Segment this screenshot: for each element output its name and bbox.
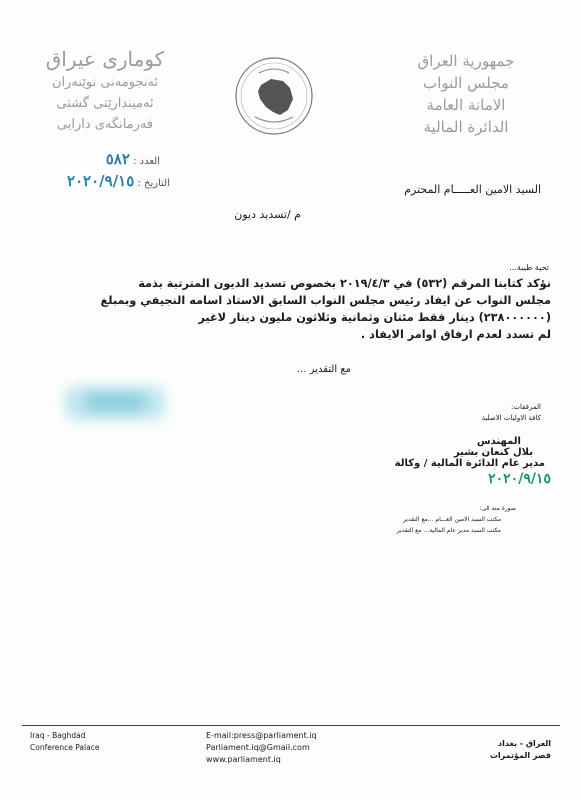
letterhead-ar-line: الدائرة المالية bbox=[423, 118, 509, 136]
document-date bbox=[50, 172, 170, 190]
closing: مع التقدير ... bbox=[296, 364, 351, 375]
number-label: العدد : bbox=[133, 156, 160, 167]
copies-label: صورة منه الى: bbox=[479, 505, 516, 512]
subject: م /تسديد ديون bbox=[234, 208, 301, 221]
footer-email[interactable]: E-mail:press@parliament.iq bbox=[206, 731, 317, 740]
letterhead-kurdish bbox=[30, 46, 180, 135]
body-line: (٢٣٨٠٠٠٠٠٠) دينار فقط مئتان وثمانية وثلاثون مليون دينار لاغير bbox=[198, 311, 551, 324]
signature-position: مدير عام الدائرة المالية / وكالة bbox=[394, 458, 545, 469]
greeting: تحية طيبة... bbox=[509, 263, 549, 272]
letterhead-ku-line: فه‌رمانگه‌ی دارایی bbox=[56, 117, 154, 132]
body-line: لم تسدد لعدم ارفاق اوامر الايفاد . bbox=[360, 328, 551, 341]
letterhead-ku-line: ئه‌نجومه‌نی نوێنه‌ران bbox=[51, 75, 159, 90]
letterhead-ku-line: ئه‌میندارێتی گشتی bbox=[56, 96, 154, 111]
copy-line: مكتب السيد الامين العـــام ...مع التقدير bbox=[402, 516, 501, 523]
footer-contacts bbox=[206, 730, 317, 766]
body-line: نؤكد كتابنا المرقم (٥٣٢) في ٢٠١٩/٤/٣ بخصوص تسديد الديون المترتبة بذمة bbox=[138, 277, 551, 290]
footer-right-line: قصر المؤتمرات bbox=[489, 751, 551, 760]
letterhead-arabic bbox=[381, 50, 551, 138]
copy-line: مكتب السيد مدير عام المالية... مع التقدير bbox=[396, 527, 501, 534]
signature-name: بلال كنعان بشير bbox=[453, 447, 533, 458]
letterhead-ar-line: مجلس النواب bbox=[423, 74, 509, 92]
footer-right-line: العراق - بغداد bbox=[497, 739, 551, 748]
date-value: ٢٠٢٠/٩/١٥ bbox=[66, 172, 135, 190]
number-value: ٥٨٢ bbox=[105, 150, 130, 168]
letterhead-ku-line: كوماری عیراق bbox=[45, 47, 165, 71]
footer-left-line: Iraq - Baghdad bbox=[30, 731, 86, 740]
letter-body bbox=[31, 275, 551, 343]
footer-address-en bbox=[30, 730, 99, 754]
footer-website[interactable]: www.parliament.iq bbox=[206, 755, 281, 764]
addressee: السيد الامين العـــــام المحترم bbox=[404, 183, 541, 196]
date-label: التاريخ : bbox=[137, 178, 170, 189]
letterhead-ar-line: الامانة العامة bbox=[426, 96, 506, 114]
attachment-item: كافة الاوليات الاصلية bbox=[481, 414, 541, 422]
footer-left-line: Conference Palace bbox=[30, 743, 100, 752]
body-line: مجلس النواب عن ايفاد رئيس مجلس النواب السابق الاستاذ اسامه النجيفي وبمبلغ bbox=[100, 294, 551, 307]
document-number bbox=[50, 150, 160, 168]
parliament-emblem-icon bbox=[233, 55, 315, 137]
signature-date: ٢٠٢٠/٩/١٥ bbox=[488, 471, 551, 487]
footer-gmail[interactable]: Parliament.iq@Gmail.com bbox=[206, 743, 310, 752]
attachments-label: المرفقات: bbox=[511, 403, 541, 411]
footer-divider bbox=[22, 725, 560, 726]
redacted-signature bbox=[55, 378, 175, 428]
letterhead-ar-line: جمهورية العراق bbox=[417, 52, 515, 70]
footer-address-ar bbox=[490, 738, 551, 762]
signature-title: المهندس bbox=[476, 436, 521, 447]
